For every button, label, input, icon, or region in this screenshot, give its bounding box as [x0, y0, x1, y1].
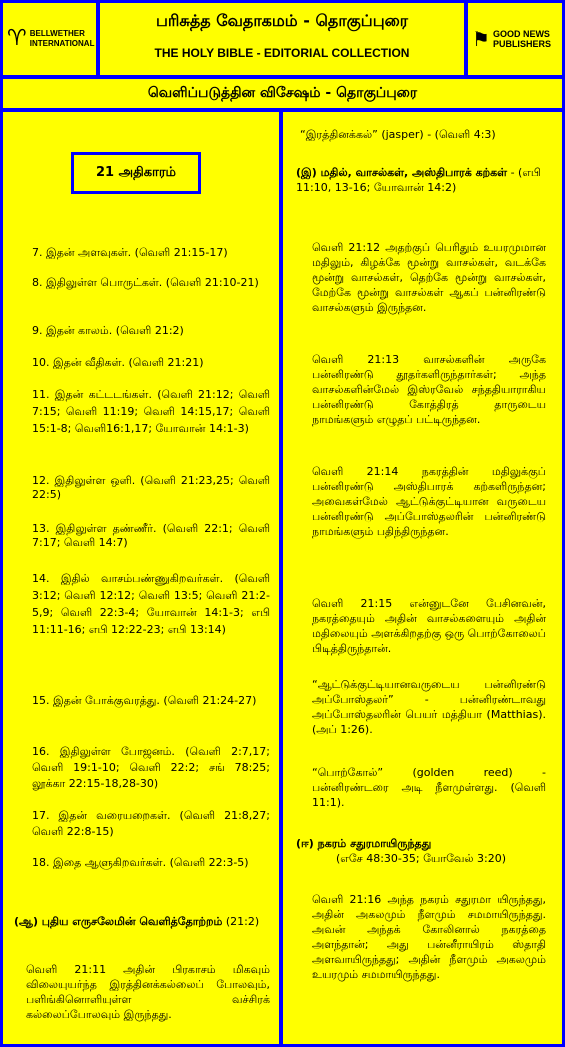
- section-aa-paragraph: வெளி 21:11 அதின் பிரகாசம் மிகவும் விலையுயர்ந்த இரத்தினக்கல்லைப் போலவும், பளிங்கினொளியுள்ள வச்சிரக் கல்லைப்போலவும் இருந்தது.: [26, 963, 270, 1021]
- good-news-logo: [468, 3, 562, 75]
- subtitle: வெளிப்படுத்தின விசேஷம் - தொகுப்புரை: [147, 85, 418, 101]
- list-item: 8. இதிலுள்ள பொருட்கள். (வெளி 21:10-21): [32, 276, 259, 289]
- jasper-line: “இரத்தினக்கல்” (jasper) - (வெளி 4:3): [300, 128, 496, 141]
- list-item: 17. இதன் வரையறைகள். (வெளி 21:8,27; வெளி 22:8-15): [32, 809, 270, 838]
- title-english: THE HOLY BIBLE - EDITORIAL COLLECTION: [154, 46, 410, 60]
- list-item: 10. இதன் வீதிகள். (வெளி 21:21): [32, 356, 204, 369]
- section-heading-ii-ref: (எசே 48:30-35; யோவேல் 3:20): [335, 852, 507, 865]
- list-item: 13. இதிலுள்ள தண்ணீர். (வெளி 22:1; வெளி 7:17; வெளி 14:7): [32, 522, 270, 549]
- list-item: 11. இதன் கட்டடங்கள். (வெளி 21:12; வெளி 7:15; வெளி 11:19; வெளி 14:15,17; வெளி 15:1-8; வெளி16:1,17; யோவான் 14:1-3): [32, 388, 270, 435]
- chapter-label: 21 அதிகாரம்: [96, 165, 176, 180]
- list-item: 15. இதன் போக்குவரத்து. (வெளி 21:24-27): [32, 694, 257, 707]
- list-item: 9. இதன் காலம். (வெளி 21:2): [32, 324, 184, 337]
- bellwether-logo: [3, 3, 96, 75]
- ram-icon: ♈: [7, 26, 27, 51]
- logo-line-2: PUBLISHERS: [492, 39, 551, 49]
- section-heading-i-text: (இ) மதில், வாசல்கள், அஸ்திபாரக் கற்கள்: [296, 166, 508, 179]
- logo-line-1: BELLWETHER: [29, 29, 85, 38]
- logo-line-2: INTERNATIONAL: [29, 39, 95, 48]
- title-tamil: பரிசுத்த வேதாகமம் - தொகுப்புரை: [155, 11, 409, 30]
- section-heading-ii: [296, 836, 546, 866]
- logo-line-1: GOOD NEWS: [492, 29, 550, 39]
- subtitle-bar: [3, 79, 562, 108]
- list-item: 16. இதிலுள்ள போஜனம். (வெளி 2:7,17; வெளி 19:1-10; வெளி 22:2; சங் 78:25; லூக்கா 22:15-18,28-30): [32, 745, 270, 790]
- verse-paragraph: வெளி 21:14 நகரத்தின் மதிலுக்குப் பன்னிரண்டு அஸ்திபாரக் கற்களிருந்தன; அவைகள்மேல் ஆட்டுக்குட்டியான வருடைய பன்னிரண்டு அப்போஸ்தலரின் பன்னிரண்டு நாமங்களும் பதிந்திருந்தன.: [312, 465, 546, 538]
- section-heading-i-ref: - (எபி 11:10, 13-16; யோவான் 14:2): [296, 166, 541, 194]
- note-paragraph: “ஆட்டுக்குட்டியானவருடைய பன்னிரண்டு அப்போஸ்தலர்” - பன்னிரண்டாவது அப்போஸ்தலரின் பெயர் மத்தியா (Matthias). (அப் 1:26).: [312, 678, 546, 736]
- title-block: [100, 3, 464, 75]
- section-heading-aa-ref: (21:2): [225, 915, 260, 928]
- verse-paragraph: வெளி 21:13 வாசல்களின் அருகே பன்னிரண்டு தூதர்களிருந்தார்கள்; அந்த வாசல்களின்மேல் இஸ்ரவேல் சந்ததியாராகிய பன்னிரண்டு கோத்திரத் தாருடைய நாமங்களும் எழுதப் பட்டிருந்தன.: [312, 353, 546, 426]
- verse-paragraph: வெளி 21:16 அந்த நகரம் சதுரமா யிருந்தது, அதின் அகலமும் நீளமும் சமமாயிருந்தது. அவன் அந்தக் கோலினால் நகரத்தை அளந்தான்; அது பன்னீராயிரம் ஸ்தாதி அளவாயிருந்தது; அதின் நீளமும் அகலமும் உயரமும் சமமாயிருந்தது.: [312, 893, 546, 981]
- section-heading-aa: [14, 914, 270, 929]
- list-item: 12. இதிலுள்ள ஒளி. (வெளி 21:23,25; வெளி 22:5): [32, 474, 270, 501]
- chapter-box: [71, 152, 201, 194]
- note-paragraph: “பொற்கோல்” (golden reed) - பன்னிரண்டரை அடி நீளமுள்ளது. (வெளி 11:1).: [312, 766, 546, 809]
- section-heading-ii-text: (ஈ) நகரம் சதுரமாயிருந்தது: [296, 837, 432, 850]
- section-heading-aa-text: (ஆ) புதிய எருசலேமின் வெளித்தோற்றம்: [14, 915, 223, 928]
- list-item: 14. இதில் வாசம்பண்ணுகிறவர்கள். (வெளி 3:12; வெளி 12:12; வெளி 13:5; வெளி 21:2-5,9; வெளி 22:3-4; யோவான் 14:1-3; எபி 11:11-16; எபி 12:22-23; எபி 13:14): [32, 572, 270, 636]
- lamp-icon: ⚑: [472, 27, 490, 51]
- verse-paragraph: வெளி 21:15 என்னுடனே பேசினவன், நகரத்தையும் அதின் வாசல்களையும் அதின் மதிலையும் அளக்கிறதற்கு ஒரு பொற்கோலைப் பிடித்திருந்தான்.: [312, 597, 546, 655]
- list-item: 7. இதன் அளவுகள். (வெளி 21:15-17): [32, 246, 228, 259]
- verse-paragraph: வெளி 21:12 அதற்குப் பெரிதும் உயரமுமான மதிலும், கிழக்கே மூன்று வாசல்கள், வடக்கே மூன்று வாசல்கள், தெற்கே மூன்று வாசல்கள், மேற்கே மூன்று வாசல்கள் ஆகப் பன்னிரண்டு வாசல்களும் இருந்தன.: [312, 241, 546, 314]
- section-heading-i: [296, 165, 546, 195]
- list-item: 18. இதை ஆளுகிறவர்கள். (வெளி 22:3-5): [32, 856, 249, 869]
